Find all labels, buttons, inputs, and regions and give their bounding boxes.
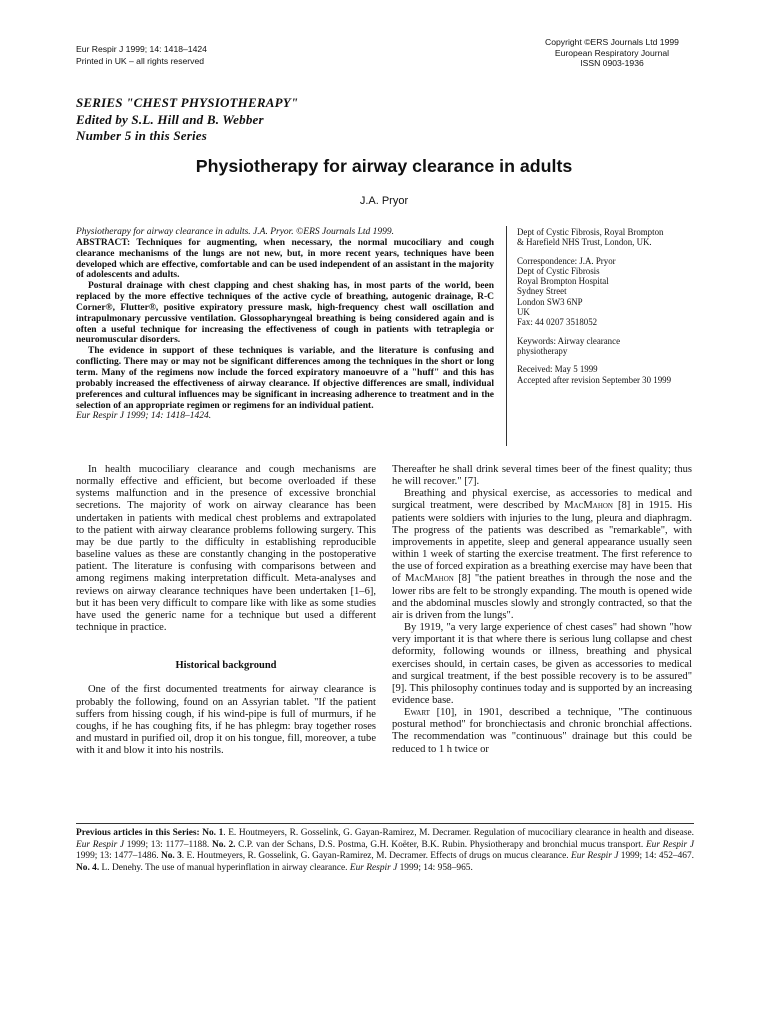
body-column-left (76, 464, 376, 757)
body-paragraph: In health mucociliary clearance and cough mechanisms are normally effective and efficient, but become overloaded if these systems malfunction and in the presence of excessive bronchial secretions. The majority of work on airway clearance has been undertaken in patients with medical chest problems and extrapolated to the patient with airway clearance problems following surgery. This may be due partly to the difficulty in establishing reproducible baseline values as these are constantly changing in the postoperative patient. The literature is confusing with comparisons between and among regimens making interpretation difficult. Meta-analyses and reviews on airway clearance techniques have been undertaken [1–6], but it has been very difficult to compare like with like as some studies have used the generic name for a technique but used a different technique in practice. (76, 464, 376, 634)
footnote-divider (76, 823, 694, 824)
journal-citation-header (76, 44, 207, 67)
keywords-line: Keywords: Airway clearance (517, 335, 621, 346)
journal-line: Eur Respir J 1999; 14: 1418–1424 (76, 44, 207, 54)
text-run: 1999; 13: 1477–1486. (76, 851, 161, 862)
body-paragraph: By 1919, "a very large experience of chest cases" had shown "how very important it is that where there is serious lung collapse and chest deformity, following wounds or illness, breathing and physical exercises should, in certain cases, be given as accessories to medical and surgical treatment, if the best possible recovery is to be assured" [9]. This philosophy continues today and is supported by an increasing evidence base. (392, 622, 692, 706)
correspondence-line: Royal Brompton Hospital (517, 276, 609, 287)
author-name-macmahon: MacMahon (405, 573, 454, 585)
journal-name: Eur Respir J (645, 839, 694, 850)
correspondence-line: UK (517, 307, 530, 318)
journal-name: Eur Respir J (349, 862, 398, 873)
copyright-line: Copyright ©ERS Journals Ltd 1999 (545, 37, 679, 47)
text-run: . E. Houtmeyers, R. Gosselink, G. Gayan-Ramirez, M. Decramer. Regulation of mucociliary clearance in health and disease. (223, 828, 694, 838)
text-run: 1999; 14: 452–467. (618, 851, 694, 862)
correspondence-line: Sydney Street (517, 286, 567, 297)
copyright-header (532, 37, 692, 69)
text-run: Breathing and physical exercise, as accessories to medical and surgical treatment, were described by (392, 488, 692, 512)
journal-name: Eur Respir J (76, 839, 125, 850)
series-info (76, 95, 298, 145)
correspondence (517, 256, 697, 328)
affiliation (517, 227, 697, 248)
correspondence-line: Dept of Cystic Fibrosis (517, 265, 600, 276)
section-heading-historical: Historical background (175, 660, 277, 672)
article-title: Physiotherapy for airway clearance in adults (195, 156, 573, 176)
body-column-right (392, 464, 692, 756)
dates (517, 364, 697, 385)
correspondence-line: London SW3 6NP (517, 296, 583, 307)
keywords-line: physiotherapy (517, 345, 568, 356)
abstract-citation: Physiotherapy for airway clearance in adults. J.A. Pryor. ©ERS Journals Ltd 1999. (76, 227, 395, 237)
abstract-divider (506, 226, 507, 446)
text-run: . E. Houtmeyers, R. Gosselink, G. Gayan-Ramirez, M. Decramer. Effects of drugs on mucus clearance. (181, 851, 572, 862)
abstract-paragraph-3: The evidence in support of these techniques is variable, and the literature is confusing and conflicting. There may or may not be significant differences among the techniques in the short or long term. Many of the regimens now include the forced expiratory manoeuvre of a "huff" and this has probably increased the effectiveness of airway clearance. If objective differences are small, individual preferences and cultural influences may be significant in increasing adherence to treatment and in the selection of an appropriate regimen or regimens for an individual patient. (76, 346, 494, 411)
received-date: Received: May 5 1999 (517, 364, 598, 375)
correspondence-line: Fax: 44 0207 3518052 (517, 317, 598, 328)
body-paragraph: Thereafter he shall drink several times beer of the finest quality; thus he will recover." [7]. (392, 464, 692, 488)
body-paragraph (392, 488, 692, 622)
text-run: 1999; 14: 958–965. (397, 862, 473, 873)
article-number: No. 4. (76, 862, 100, 873)
text-run: 1999; 13: 1177–1188. (124, 839, 212, 850)
series-editors: Edited by S.L. Hill and B. Webber (76, 111, 264, 127)
keywords (517, 336, 697, 357)
accepted-date: Accepted after revision September 30 1999 (517, 374, 672, 385)
series-name: SERIES "CHEST PHYSIOTHERAPY" (76, 95, 299, 110)
journal-name: Eur Respir J (571, 851, 619, 862)
abstract (76, 227, 494, 422)
affiliation-line: & Harefield NHS Trust, London, UK. (517, 237, 652, 248)
body-paragraph (392, 707, 692, 756)
affiliation-line: Dept of Cystic Fibrosis, Royal Brompton (517, 227, 664, 237)
correspondence-line: Correspondence: J.A. Pryor (517, 255, 616, 266)
article-author: J.A. Pryor (359, 195, 409, 207)
body-paragraph: One of the first documented treatments for airway clearance is probably the following, found on an Assyrian tablet. "If the patient suffers from hissing cough, if his wind-pipe is full of murmurs, if he coughs, if he has coughing fits, if he has phlegm: bray together roses and mustard in purified oil, drop it on his tongue, fill, moreover, a tube with it and blow it into his nostrils. (76, 684, 376, 757)
text-run: [8] in 1915. His patients were soldiers with injuries to the lung, pleura and diaphragm. The progress of the patients was described as "remarkable", with improvements in appetite, sleep and general appearance usually seen within 1 week of starting the exercise treatment. The first reference to the use of forced expiration as a breathing exercise may have been that of (392, 500, 692, 585)
text-run: C.P. van der Schans, D.S. Postma, G.H. Koëter, B.K. Rubin. Physiotherapy and bronchial mucus transport. (235, 839, 646, 850)
sidebar-info (517, 227, 697, 393)
author-name-macmahon: MacMahon (564, 500, 613, 512)
journal-name-line: European Respiratory Journal (554, 47, 670, 58)
article-number: No. 2. (211, 839, 236, 850)
article-number: No. 3 (160, 851, 182, 862)
author-name-ewart: Ewart (404, 707, 430, 719)
text-run: [8] "the patient breathes in through the nose and the lower ribs are felt to be strongly expanding. The mouth is opened wide and the abdominal muscles slowly and strongly contracted, so that the air is driven from the lungs". (392, 573, 692, 621)
printed-line: Printed in UK – all rights reserved (76, 55, 205, 66)
series-number: Number 5 in this Series (76, 128, 208, 143)
abstract-end-citation: Eur Respir J 1999; 14: 1418–1424. (76, 411, 212, 422)
text-run: [10], in 1901, described a technique, "The continuous postural method" for bronchiectasis and chronic bronchial affections. The recommendation was "continuous" drainage but this could be reduced to 1 h twice or (392, 707, 692, 755)
footnote-previous-articles (76, 828, 694, 874)
issn-line: ISSN 0903-1936 (580, 58, 644, 69)
abstract-paragraph-1: ABSTRACT: Techniques for augmenting, when necessary, the normal mucociliary and cough clearance mechanisms of the lungs are not new, but, in more recent years, techniques have been developed which are effective, comfortable and can be used independent of an assistant in the majority of adolescents and adults. (76, 237, 494, 281)
text-run: L. Denehy. The use of manual hyperinflation in airway clearance. (99, 862, 350, 873)
footnote-lead: Previous articles in this Series: No. 1 (76, 828, 224, 838)
abstract-paragraph-2: Postural drainage with chest clapping and chest shaking has, in most parts of the world, been replaced by the more effective techniques of the active cycle of breathing, autogenic drainage, R-C Corner®, Flutter®, positive expiratory pressure mask, high-frequency chest wall oscillation and intrapulmonary percussive ventilation. Glossopharyngeal breathing is being considered again and is often a useful technique for increasing the effectiveness of cough in patients with tetraplegia or neuromuscular disorders. (76, 281, 494, 346)
